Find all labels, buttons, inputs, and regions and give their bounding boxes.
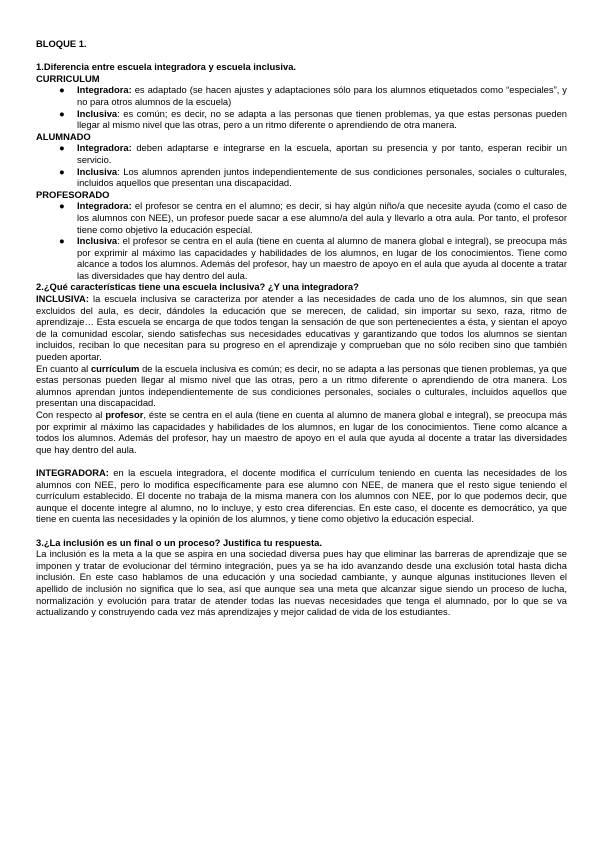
profesorado-integradora-item — [36, 200, 567, 235]
alumnado-integradora-item — [36, 142, 567, 165]
question-2-title: 2.¿Qué características tiene una escuela inclusiva? ¿Y una integradora? — [36, 281, 359, 293]
bullet-icon: ● — [59, 200, 65, 212]
item-text: : Los alumnos aprenden juntos independientemente de sus condiciones personales, sociales o culturales, incluidos aquellos que presentan una discapacidad. — [77, 165, 567, 189]
bullet-icon: ● — [59, 165, 65, 177]
profesor-pre: Con respecto al — [36, 409, 106, 420]
curriculum-heading: CURRICULUM — [36, 72, 100, 84]
item-text: : el profesor se centra en el aula (tiene en cuenta al alumno de manera global e integral), se preocupa más por exprimir al máximo las capacidades y habilidades de los alumnos, en lugar de los conocimientos. Tiene como alcance a todos los alumnos. Además del profesor, hay un maestro de apoyo en el aula que ayuda al docente a tratar las diversidades que hay dentro del aula. — [77, 235, 567, 281]
document-page — [36, 38, 567, 618]
profesor-label: profesor — [105, 409, 144, 420]
bullet-icon: ● — [59, 235, 65, 247]
item-label: Inclusiva — [77, 107, 118, 119]
curriculum-text: de la escuela inclusiva es común; es decir, no se adapta a las personas que tienen problemas, ya que estas personas pueden llegar al mismo nivel que las otras, pero a un ritmo diferente o aprendiendo de otra manera. Los alumnos aprendan juntos independientemente de sus condiciones personales, sociales o culturales, incluidos aquellos que presentan una discapacidad. — [36, 362, 567, 409]
item-label: Integradora: — [77, 84, 132, 96]
inclusiva-paragraph — [36, 293, 567, 363]
item-label: Integradora: — [77, 142, 132, 154]
alumnado-inclusiva-item — [36, 166, 567, 189]
item-text: el profesor se centra en el alumno; es decir, si hay algún niño/a que necesite ayuda (como el caso de los alumnos con NEE), un profesor puede sacar a ese alumno/a del aula y llevarlo a otra aula. Por tanto, el profesor tiene como objetivo la educación especial. — [77, 200, 567, 235]
integradora-text: en la escuela integradora, el docente modifica el currículum teniendo en cuenta las necesidades de los alumnos con NEE, pero lo modifica específicamente para ese alumno con NEE, de manera que el resto sigue teniendo el currículum establecido. El docente no trabaja de la misma manera con los alumnos con NEE, por lo que podemos decir, que aunque el docente integre al alumno, no lo incluye, y esto crea diferencias. En este caso, el docente es democrático, ya que tiene en cuenta las necesidades y la opinión de los alumnos, y tiene como objetivo la educación especial. — [36, 466, 567, 525]
inclusiva-label: INCLUSIVA: — [36, 293, 89, 305]
profesorado-heading: PROFESORADO — [36, 188, 110, 200]
bullet-icon: ● — [59, 142, 65, 154]
item-label: Inclusiva — [77, 165, 118, 177]
item-text: : es común; es decir, no se adapta a las personas que tienen problemas, ya que estas personas pueden llegar al mismo nivel que las otras, pero a un ritmo diferente o aprendiendo de otra manera. — [77, 107, 567, 131]
item-label: Integradora: — [77, 200, 132, 212]
curriculum-inclusiva-item — [36, 108, 567, 131]
bullet-icon: ● — [59, 107, 65, 119]
curriculum-paragraph — [36, 363, 567, 409]
question-1-title: 1.Diferencia entre escuela integradora y escuela inclusiva. — [36, 61, 297, 73]
curriculum-integradora-item — [36, 84, 567, 107]
profesorado-inclusiva-item — [36, 235, 567, 281]
profesor-text: , éste se centra en el aula (tiene en cuenta al alumno de manera global e integral), se preocupa más por exprimir al máximo las capacidades y habilidades de los alumnos, en lugar de los conocimientos. Tiene como alcance a todos los alumnos. Además del profesor, hay un maestro de apoyo en el aula que ayuda al docente a tratar las diversidades que hay dentro del aula. — [36, 409, 567, 455]
integradora-paragraph — [36, 467, 567, 525]
block-title: BLOQUE 1. — [36, 38, 87, 49]
question-3-title: 3.¿La inclusión es un final o un proceso? Justifica tu respuesta. — [36, 536, 322, 548]
integradora-label: INTEGRADORA: — [36, 466, 109, 478]
curriculum-label: currículum — [90, 362, 140, 374]
profesor-paragraph — [36, 409, 567, 455]
curriculum-pre: En cuanto al — [36, 362, 91, 374]
bullet-icon: ● — [59, 84, 65, 96]
inclusiva-text: la escuela inclusiva se caracteriza por atender a las necesidades de cada uno de los alumnos, sin que sean excluidos del aula, es decir, dándoles la educación que se merecen, de calidad, sin importar su sexo, raza, ritmo de aprendizaje… Esta escuela se encarga de que todos tengan la sensación de que son pertenecientes a ésta, y sientan el apoyo de la comunidad escolar, siendo satisfechas sus necesidades educativas y garantizando que todos los alumnos se sientan incluidos, reciban lo que necesitan para su progreso en el aprendizaje y comprueban que no sólo reciben sino que también pueden aportar. — [36, 293, 567, 363]
item-label: Inclusiva — [77, 235, 118, 247]
item-text: deben adaptarse e integrarse en la escuela, aportan su presencia y por tanto, esperan recibir un servicio. — [77, 142, 567, 165]
alumnado-heading: ALUMNADO — [36, 130, 91, 142]
item-text: es adaptado (se hacen ajustes y adaptaciones sólo para los alumnos etiquetados como “especiales”, y no para otros alumnos de la escuela) — [77, 84, 567, 107]
question-3-paragraph: La inclusión es la meta a la que se aspira en una sociedad diversa pues hay que eliminar las barreras de aprendizaje que se imponen y tratar de evolucionar del término integración, pues ya se ha ido avanzando desde una exclusión total hasta dicha inclusión. En este caso hablamos de una educación y una sociedad cambiante, y aunque algunas instituciones lleven el apellido de inclusión no significa que lo sea, así que aunque sea una meta que alcanzar sigue siendo un proceso de lucha, normalización y evolución para tratar de atender todas las nuevas necesidades que tenga el alumnado, por lo que se va actualizando y construyendo cada vez más aprendizajes y mejor calidad de vida de los estudiantes. — [36, 548, 567, 618]
